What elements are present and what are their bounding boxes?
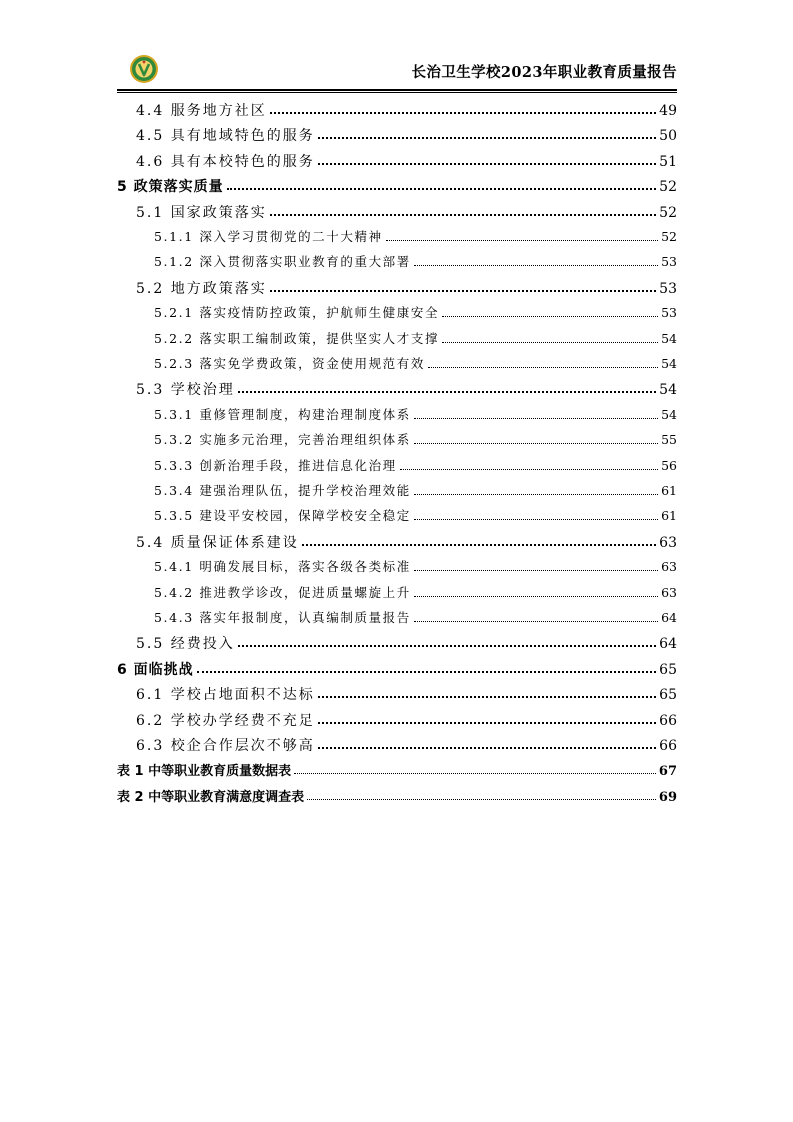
page-header	[117, 50, 677, 90]
toc-entry-label: 5.4.3 落实年报制度，认真编制质量报告	[154, 610, 411, 625]
toc-entry[interactable]	[136, 684, 677, 704]
toc-entry[interactable]	[136, 379, 677, 399]
toc-dot-leader	[414, 621, 658, 622]
toc-entry-page: 55	[661, 432, 677, 448]
toc-entry-page: 51	[659, 153, 677, 170]
toc-entry[interactable]	[154, 608, 677, 628]
toc-entry[interactable]	[136, 125, 677, 145]
toc-entry-page: 54	[659, 382, 677, 399]
toc-dot-leader	[227, 188, 657, 190]
toc-dot-leader	[270, 214, 656, 216]
toc-dot-leader	[428, 367, 658, 368]
toc-dot-leader	[442, 342, 658, 343]
toc-entry-page: 49	[659, 103, 677, 119]
toc-entry[interactable]	[136, 202, 677, 222]
toc-entry-label: 5.3.5 建设平安校园，保障学校安全稳定	[154, 508, 411, 524]
toc-dot-leader	[414, 596, 658, 597]
toc-dot-leader	[414, 418, 658, 419]
toc-entry[interactable]	[154, 583, 677, 603]
toc-entry-label: 5.4.1 明确发展目标，落实各级各类标准	[154, 559, 411, 575]
toc-entry-page: 63	[661, 559, 677, 575]
toc-entry[interactable]	[154, 252, 677, 272]
toc-entry-page: 53	[659, 280, 677, 297]
toc-entry-label: 5.1 国家政策落实	[136, 204, 267, 221]
toc-entry[interactable]	[154, 481, 677, 501]
toc-dot-leader	[386, 240, 658, 241]
toc-entry[interactable]	[154, 456, 677, 476]
toc-entry[interactable]	[136, 151, 677, 171]
toc-entry-page: 54	[661, 356, 677, 371]
toc-dot-leader	[238, 391, 656, 393]
toc-dot-leader	[414, 519, 658, 520]
toc-entry-label: 5.3.2 实施多元治理，完善治理组织体系	[154, 432, 411, 448]
toc-entry-label: 表 2 中等职业教育满意度调查表	[117, 789, 305, 805]
toc-entry-page: 56	[661, 457, 677, 473]
toc-entry[interactable]	[154, 430, 677, 450]
header-title: 长治卫生学校2023年职业教育质量报告	[411, 64, 677, 81]
toc-entry-page: 50	[659, 128, 677, 145]
toc-entry-page: 65	[659, 661, 677, 678]
toc-entry-label: 5.4 质量保证体系建设	[136, 534, 299, 551]
toc-entry-label: 5 政策落实质量	[117, 179, 224, 196]
toc-entry[interactable]	[154, 329, 677, 349]
toc-dot-leader	[414, 494, 658, 495]
header-rule-thin	[117, 92, 677, 93]
toc-dot-leader	[414, 570, 658, 571]
toc-entry[interactable]	[154, 354, 677, 374]
toc-entry[interactable]	[154, 303, 677, 323]
toc-dot-leader	[302, 544, 656, 546]
toc-dot-leader	[414, 443, 658, 444]
toc-entry-page: 52	[659, 179, 677, 196]
toc-dot-leader	[318, 722, 656, 724]
toc-dot-leader	[238, 645, 656, 647]
toc-entry[interactable]	[154, 405, 677, 425]
toc-entry[interactable]	[117, 760, 677, 780]
toc-entry-page: 61	[661, 508, 677, 524]
toc-entry-label: 4.5 具有地域特色的服务	[136, 128, 315, 145]
toc-entry-page: 65	[659, 687, 677, 704]
toc-dot-leader	[414, 265, 658, 266]
toc-dot-leader	[197, 671, 657, 673]
toc-entry-label: 5.1.1 深入学习贯彻党的二十大精神	[154, 229, 383, 244]
toc-entry-page: 52	[659, 204, 677, 221]
toc-entry[interactable]	[136, 532, 677, 552]
toc-entry-label: 6.1 学校占地面积不达标	[136, 687, 315, 704]
toc-entry-page: 63	[661, 584, 677, 600]
toc-entry-label: 4.6 具有本校特色的服务	[136, 153, 315, 170]
toc-dot-leader	[442, 316, 658, 317]
toc-entry-page: 64	[659, 636, 677, 653]
toc-entry[interactable]	[117, 176, 677, 196]
toc-entry[interactable]	[154, 557, 677, 577]
toc-entry[interactable]	[117, 659, 677, 679]
toc-entry-label: 5.3 学校治理	[136, 382, 235, 399]
toc-entry-label: 6.2 学校办学经费不充足	[136, 712, 315, 729]
toc-entry-page: 64	[661, 610, 677, 625]
toc-entry[interactable]	[117, 786, 677, 806]
toc-dot-leader	[270, 290, 656, 292]
toc-entry-page: 66	[659, 738, 677, 754]
toc-entry[interactable]	[136, 278, 677, 298]
toc-entry-label: 5.2 地方政策落实	[136, 280, 267, 297]
toc-entry[interactable]	[154, 227, 677, 247]
toc-entry-page: 66	[659, 712, 677, 729]
toc-entry-label: 5.3.4 建强治理队伍，提升学校治理效能	[154, 483, 411, 498]
toc-entry-label: 表 1 中等职业教育质量数据表	[117, 764, 292, 780]
toc-entry-label: 4.4 服务地方社区	[136, 103, 267, 119]
toc-entry-page: 54	[661, 330, 677, 346]
school-emblem-icon	[129, 54, 159, 84]
toc-entry-label: 5.2.1 落实疫情防控政策，护航师生健康安全	[154, 305, 440, 321]
toc-entry-page: 54	[661, 406, 677, 422]
toc-entry-page: 67	[658, 764, 677, 780]
toc-entry-page: 69	[658, 789, 677, 805]
toc-entry-label: 6 面临挑战	[117, 661, 194, 678]
toc-dot-leader	[318, 747, 656, 749]
toc-entry[interactable]	[136, 100, 677, 120]
toc-dot-leader	[318, 696, 656, 698]
header-rule	[117, 89, 677, 91]
toc-entry-page: 61	[661, 483, 677, 498]
toc-entry-label: 6.3 校企合作层次不够高	[136, 738, 315, 754]
toc-entry[interactable]	[136, 735, 677, 755]
toc-entry[interactable]	[136, 710, 677, 730]
toc-dot-leader	[270, 112, 656, 114]
toc-entry[interactable]	[136, 633, 677, 653]
toc-entry-label: 5.2.3 落实免学费政策，资金使用规范有效	[154, 356, 425, 371]
toc-entry-label: 5.5 经费投入	[136, 636, 235, 653]
toc-entry[interactable]	[154, 506, 677, 526]
toc-dot-leader	[318, 137, 656, 139]
toc-entry-label: 5.2.2 落实职工编制政策，提供坚实人才支撑	[154, 330, 440, 346]
toc-dot-leader	[294, 773, 656, 774]
toc-entry-label: 5.1.2 深入贯彻落实职业教育的重大部署	[154, 254, 411, 270]
toc-entry-page: 53	[661, 254, 677, 270]
toc-dot-leader	[400, 469, 658, 470]
toc-entry-label: 5.4.2 推进教学诊改，促进质量螺旋上升	[154, 584, 411, 600]
toc-dot-leader	[307, 799, 656, 800]
toc-dot-leader	[318, 163, 656, 165]
toc-entry-page: 53	[661, 305, 677, 321]
toc-entry-page: 63	[659, 534, 677, 551]
toc-entry-label: 5.3.3 创新治理手段，推进信息化治理	[154, 457, 397, 473]
toc-entry-label: 5.3.1 重修管理制度，构建治理制度体系	[154, 406, 411, 422]
toc-entry-page: 52	[661, 229, 677, 244]
